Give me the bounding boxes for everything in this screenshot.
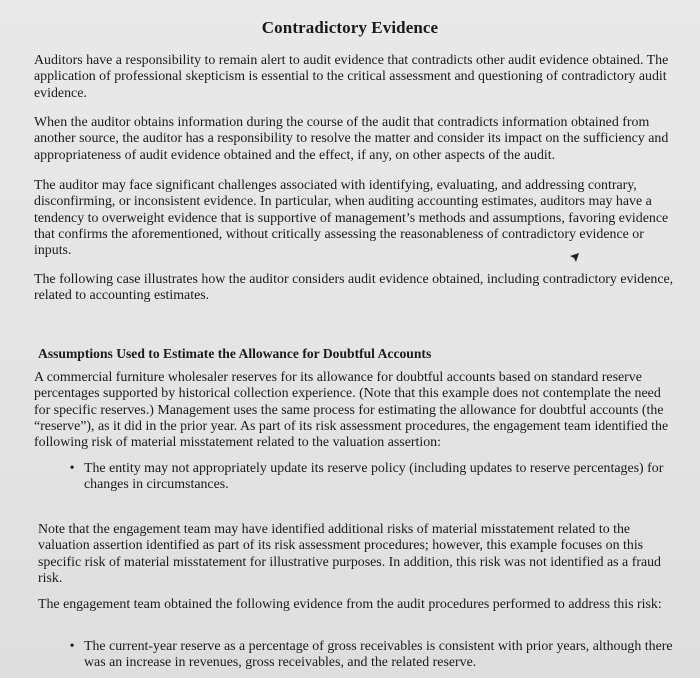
list-item-evidence-text: The current-year reserve as a percentage of gross receivables is consistent with prior years, although there was an increase in revenues, gross receivables, and the related reserve. [84, 639, 673, 671]
bullet-glyph: • [69, 461, 75, 476]
paragraph-responsibility: Auditors have a responsibility to remain alert to audit evidence that contradicts other audit evidence obtained. The application of professional skepticism is essential to the critical assessment and questioning of contradictory audit evidence. [34, 53, 669, 101]
list-item-risk [60, 461, 676, 494]
mouse-cursor-icon [568, 252, 580, 264]
list-item-risk-text: The entity may not appropriately update its reserve policy (including updates to reserve percentages) for changes in circumstances. [84, 461, 664, 493]
bullet-glyph: • [69, 639, 75, 654]
paragraph-wholesaler-reserve: A commercial furniture wholesaler reserves for its allowance for doubtful accounts based on standard reserve percentages supported by historical collection experience. (Note that this example does not contemplate the need for specific reserves.) Management uses the same process for estimating the allowance for doubtful accounts (the “reserve”), as it did in the prior year. As part of its risk assessment procedures, the engagement team identified the following risk of material misstatement related to the valuation assertion: [34, 370, 669, 451]
page-title: Contradictory Evidence [261, 18, 439, 37]
paragraph-note: Note that the engagement team may have identified additional risks of material misstatement related to the valuation assertion identified as part of its risk assessment procedures; however, this example focuses on this specific risk of material misstatement for illustrative purposes. In addition, this risk was not identified as a fraud risk. [38, 522, 661, 586]
list-item-evidence [60, 639, 676, 672]
paragraph-challenges: The auditor may face significant challenges associated with identifying, evaluating, and addressing contrary, disconfirming, or inconsistent evidence. In particular, when auditing accounting estimates, auditors may have a tendency to overweight evidence that is supportive of management’s methods and assumptions, favoring evidence that confirms the aforementioned, without critically assessing the reasonableness of contradictory evidence or inputs. [34, 178, 669, 259]
paragraph-case-intro: The following case illustrates how the auditor considers audit evidence obtained, including contradictory evidence, related to accounting estimates. [34, 272, 674, 304]
paragraph-contradicting-info: When the auditor obtains information during the course of the audit that contradicts information obtained from another source, the auditor has a responsibility to resolve the matter and consider its impact on the sufficiency and appropriateness of audit evidence obtained and the effect, if any, on other aspects of the audit. [34, 115, 669, 163]
paragraph-evidence-intro: The engagement team obtained the following evidence from the audit procedures performed to address this risk: [38, 597, 662, 612]
section-heading: Assumptions Used to Estimate the Allowance for Doubtful Accounts [38, 346, 432, 361]
